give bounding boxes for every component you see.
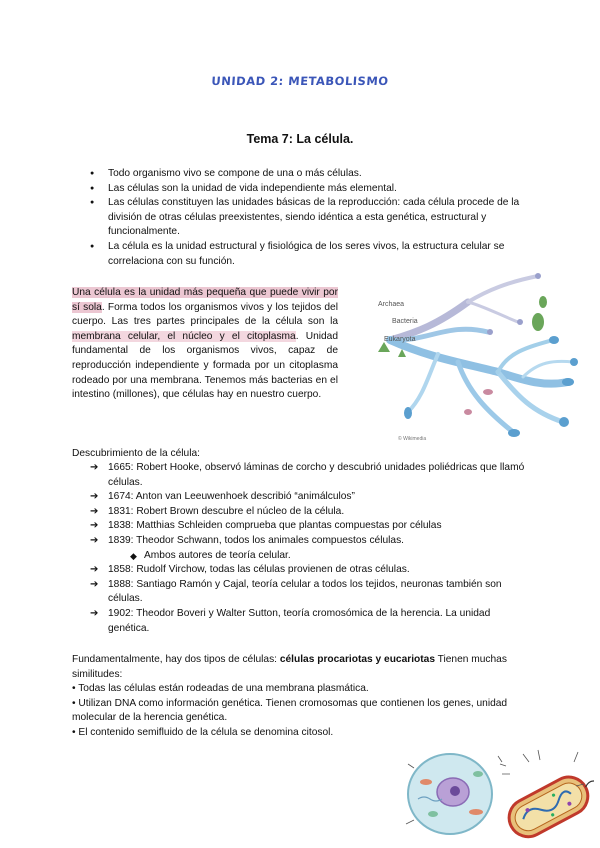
cell-types-bold: células procariotas y eucariotas (279, 654, 435, 665)
list-item: ➔ 1838: Matthias Schleiden comprueba que plantas compuestas por células (72, 519, 530, 534)
list-item: ● La célula es la unidad estructural y fisiológica de los seres vivos, la estructura celular se correlaciona con su función. (90, 240, 530, 269)
list-item: ➔ 1665: Robert Hooke, observó láminas de corcho y descubrió unidades poliédricas que llamó células. (72, 461, 530, 490)
discovery-title: Descubrimiento de la célula: (72, 448, 200, 459)
similarity-point: • El contenido semifluido de la célula se denomina citosol. (72, 726, 334, 738)
phylogenetic-tree-figure (338, 262, 588, 446)
list-item: ➔ 1831: Robert Brown descubre el núcleo de la célula. (72, 505, 530, 520)
paragraph-text: . Forma todos los organismos vivos y los tejidos del cuerpo. Las tres partes principales de la célula son la (72, 301, 338, 328)
list-item: ● Todo organismo vivo se compone de una o más células. (90, 167, 530, 182)
highlight-parts: membrana celular, el núcleo y el citoplasma (72, 330, 296, 342)
intro-bullet-list (90, 167, 530, 269)
list-item: ➔ 1674: Anton van Leeuwenhoek describió “animálculos” (72, 490, 530, 505)
similarity-point: • Utilizan DNA como información genética. Tienen cromosomas que contienen los genes, unidad molecular de la herencia genética. (72, 697, 508, 724)
intro-text: Fundamentalmente, hay dos tipos de células: (72, 654, 280, 665)
unit-title: UNIDAD 2: METABOLISMO (210, 74, 390, 88)
list-item: ➔ 1902: Theodor Boveri y Walter Sutton, teoría cromosómica de la herencia. La unidad genética. (72, 607, 530, 636)
list-item: ● Las células son la unidad de vida independiente más elemental. (90, 182, 530, 197)
discovery-list (72, 461, 530, 636)
cell-definition-paragraph (72, 286, 338, 403)
topic-title: Tema 7: La célula. (246, 132, 354, 146)
similarity-point: • Todas las células están rodeadas de una membrana plasmática. (72, 683, 369, 695)
eukaryota-label: Eukaryota (384, 336, 416, 343)
highlight-definition: Una célula es la unidad más pequeña que puede vivir por sí sola (72, 287, 338, 313)
cells-illustration (398, 744, 594, 844)
list-item: ● Las células constituyen las unidades básicas de la reproducción: cada célula procede de la división de otras células preexistentes, siendo idéntica a esta genética, estructural y funcionalmente. (90, 196, 530, 240)
figure-credit: © Wikimedia (398, 436, 427, 442)
paragraph-text: . Unidad fundamental de los organismos vivos, capaz de reproducción independiente y formada por un citoplasma rodeado por una membrana. Tenemos más bacterias en el intestino (millones), que células hay en nuestro cuerpo. (72, 330, 338, 401)
fundamentals-intro (72, 653, 530, 682)
list-item: ➔ 1839: Theodor Schwann, todos los animales compuestos células. (72, 534, 530, 549)
list-item: ➔ 1888: Santiago Ramón y Cajal, teoría celular a todos los tejidos, neuronas también son células. (72, 578, 530, 607)
archaea-label: Archaea (378, 301, 405, 308)
list-item: ◆ Ambos autores de teoría celular. (72, 549, 530, 564)
list-item: ➔ 1858: Rudolf Virchow, todas las células provienen de otras células. (72, 563, 530, 578)
bacteria-label: Bacteria (392, 318, 418, 325)
fundamentals-section (72, 653, 530, 741)
intro-text: Tienen muchas similitudes: (72, 654, 507, 680)
